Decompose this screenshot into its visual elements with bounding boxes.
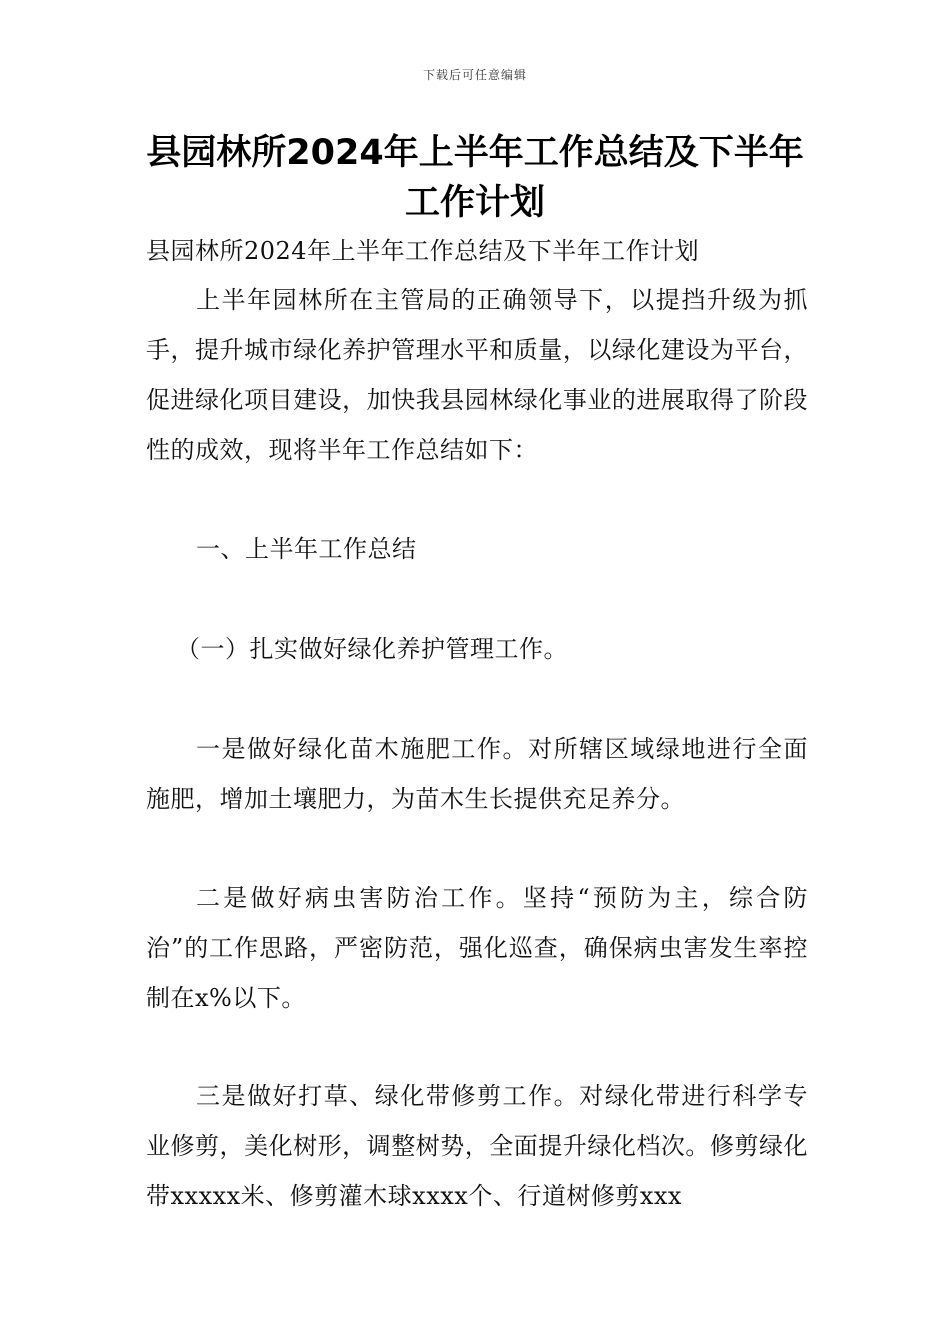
subsection-heading: （一）扎实做好绿化养护管理工作。	[176, 635, 568, 663]
intro-paragraph: 上半年园林所在主管局的正确领导下，以提挡升级为抓手，提升城市绿化养护管理水平和质量，以绿化建设为平台，促进绿化项目建设，加快我县园林绿化事业的进展取得了阶段性的成效，现将半年工作总结如下：	[146, 286, 808, 464]
paragraph-pest-control: 二是做好病虫害防治工作。坚持“预防为主，综合防治”的工作思路，严密防范，强化巡查，确保病虫害发生率控制在x%以下。	[146, 884, 808, 1012]
document-title: 县园林所2024年上半年工作总结及下半年工作计划	[146, 133, 804, 223]
section-heading: 一、上半年工作总结	[196, 535, 417, 563]
paragraph-pruning: 三是做好打草、绿化带修剪工作。对绿化带进行科学专业修剪，美化树形，调整树势，全面提升绿化档次。修剪绿化带xxxxx米、修剪灌木球xxxx个、行道树修剪xxx	[146, 1082, 808, 1210]
header-note: 下载后可任意编辑	[422, 68, 527, 82]
document-subtitle: 县园林所2024年上半年工作总结及下半年工作计划	[146, 237, 700, 265]
paragraph-fertilizing: 一是做好绿化苗木施肥工作。对所辖区域绿地进行全面施肥，增加土壤肥力，为苗木生长提供充足养分。	[146, 735, 808, 813]
